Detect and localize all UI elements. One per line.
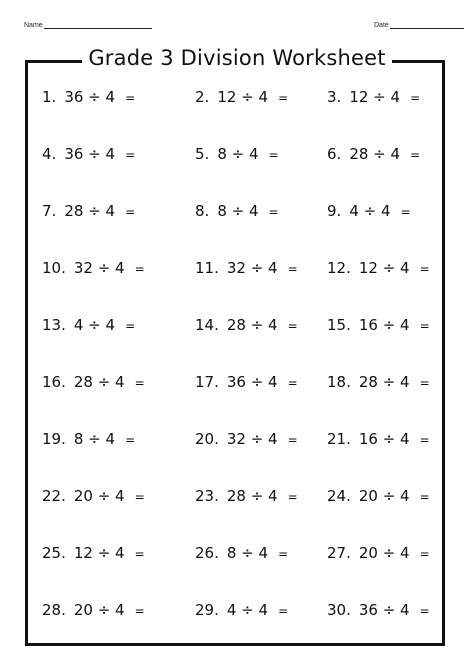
equals-sign: = bbox=[125, 433, 136, 447]
problem-item bbox=[195, 316, 298, 335]
equals-sign: = bbox=[278, 604, 289, 618]
problem-item bbox=[195, 88, 288, 107]
problem-item bbox=[195, 430, 298, 449]
date-field[interactable] bbox=[374, 22, 464, 29]
problem-number: 18. bbox=[327, 373, 351, 391]
problem-expression: 8 ÷ 4 bbox=[226, 544, 269, 562]
problem-expression: 32 ÷ 4 bbox=[226, 259, 278, 277]
problem-expression: 4 ÷ 4 bbox=[73, 316, 116, 334]
problem-item bbox=[195, 373, 298, 392]
problem-number: 10. bbox=[42, 259, 66, 277]
problem-expression: 28 ÷ 4 bbox=[64, 202, 116, 220]
problem-expression: 8 ÷ 4 bbox=[73, 430, 116, 448]
problem-number: 11. bbox=[195, 259, 219, 277]
problem-expression: 32 ÷ 4 bbox=[73, 259, 125, 277]
equals-sign: = bbox=[125, 205, 136, 219]
problem-item bbox=[327, 430, 430, 449]
problem-number: 1. bbox=[42, 88, 57, 106]
problem-item bbox=[42, 316, 135, 335]
problem-number: 19. bbox=[42, 430, 66, 448]
problem-item bbox=[42, 544, 145, 563]
equals-sign: = bbox=[287, 262, 298, 276]
equals-sign: = bbox=[125, 319, 136, 333]
problem-item bbox=[327, 544, 430, 563]
equals-sign: = bbox=[419, 319, 430, 333]
problem-number: 9. bbox=[327, 202, 342, 220]
equals-sign: = bbox=[134, 376, 145, 390]
problem-expression: 28 ÷ 4 bbox=[358, 373, 410, 391]
problem-number: 23. bbox=[195, 487, 219, 505]
equals-sign: = bbox=[268, 148, 279, 162]
problem-expression: 20 ÷ 4 bbox=[73, 601, 125, 619]
equals-sign: = bbox=[419, 376, 430, 390]
problem-number: 12. bbox=[327, 259, 351, 277]
problem-item bbox=[327, 88, 420, 107]
problem-item bbox=[195, 145, 279, 164]
problem-number: 26. bbox=[195, 544, 219, 562]
problem-expression: 36 ÷ 4 bbox=[358, 601, 410, 619]
equals-sign: = bbox=[278, 547, 289, 561]
problem-expression: 12 ÷ 4 bbox=[217, 88, 269, 106]
problem-expression: 28 ÷ 4 bbox=[349, 145, 401, 163]
equals-sign: = bbox=[419, 262, 430, 276]
problem-number: 25. bbox=[42, 544, 66, 562]
problem-expression: 28 ÷ 4 bbox=[226, 316, 278, 334]
problem-number: 24. bbox=[327, 487, 351, 505]
equals-sign: = bbox=[410, 148, 421, 162]
equals-sign: = bbox=[287, 319, 298, 333]
problem-expression: 36 ÷ 4 bbox=[226, 373, 278, 391]
name-field[interactable] bbox=[24, 22, 152, 29]
problem-item bbox=[327, 259, 430, 278]
problem-expression: 36 ÷ 4 bbox=[64, 145, 116, 163]
worksheet-title-wrap bbox=[0, 43, 474, 75]
name-label: Name bbox=[24, 22, 43, 29]
problem-number: 8. bbox=[195, 202, 210, 220]
problem-item bbox=[327, 487, 430, 506]
equals-sign: = bbox=[278, 91, 289, 105]
problem-item bbox=[195, 259, 298, 278]
problem-item bbox=[42, 259, 145, 278]
problem-grid bbox=[30, 80, 440, 640]
problem-item bbox=[42, 202, 135, 221]
problem-number: 4. bbox=[42, 145, 57, 163]
problem-expression: 8 ÷ 4 bbox=[217, 145, 259, 163]
worksheet-title: Grade 3 Division Worksheet bbox=[82, 46, 391, 70]
problem-number: 3. bbox=[327, 88, 342, 106]
equals-sign: = bbox=[134, 547, 145, 561]
problem-number: 2. bbox=[195, 88, 210, 106]
problem-item bbox=[327, 601, 430, 620]
name-line[interactable] bbox=[44, 22, 152, 29]
problem-expression: 16 ÷ 4 bbox=[358, 430, 410, 448]
problem-item bbox=[195, 544, 288, 563]
problem-expression: 20 ÷ 4 bbox=[358, 544, 410, 562]
problem-expression: 4 ÷ 4 bbox=[226, 601, 269, 619]
equals-sign: = bbox=[287, 376, 298, 390]
equals-sign: = bbox=[419, 433, 430, 447]
equals-sign: = bbox=[268, 205, 279, 219]
equals-sign: = bbox=[134, 490, 145, 504]
problem-expression: 12 ÷ 4 bbox=[73, 544, 125, 562]
problem-number: 20. bbox=[195, 430, 219, 448]
problem-expression: 28 ÷ 4 bbox=[73, 373, 125, 391]
problem-item bbox=[42, 88, 135, 107]
problem-expression: 20 ÷ 4 bbox=[73, 487, 125, 505]
problem-item bbox=[195, 601, 288, 620]
problem-number: 28. bbox=[42, 601, 66, 619]
problem-expression: 16 ÷ 4 bbox=[358, 316, 410, 334]
problem-number: 27. bbox=[327, 544, 351, 562]
equals-sign: = bbox=[134, 262, 145, 276]
equals-sign: = bbox=[419, 490, 430, 504]
problem-item bbox=[195, 487, 298, 506]
problem-expression: 36 ÷ 4 bbox=[64, 88, 116, 106]
problem-number: 15. bbox=[327, 316, 351, 334]
problem-item bbox=[195, 202, 279, 221]
problem-item bbox=[327, 316, 430, 335]
problem-item bbox=[327, 373, 430, 392]
date-label: Date bbox=[374, 22, 389, 29]
problem-number: 16. bbox=[42, 373, 66, 391]
equals-sign: = bbox=[287, 433, 298, 447]
equals-sign: = bbox=[419, 547, 430, 561]
problem-number: 5. bbox=[195, 145, 210, 163]
problem-expression: 12 ÷ 4 bbox=[349, 88, 401, 106]
problem-item bbox=[42, 145, 135, 164]
problem-number: 6. bbox=[327, 145, 342, 163]
problem-expression: 32 ÷ 4 bbox=[226, 430, 278, 448]
problem-number: 14. bbox=[195, 316, 219, 334]
problem-number: 29. bbox=[195, 601, 219, 619]
equals-sign: = bbox=[125, 148, 136, 162]
problem-item bbox=[327, 202, 411, 221]
problem-number: 17. bbox=[195, 373, 219, 391]
problem-item bbox=[42, 430, 135, 449]
equals-sign: = bbox=[410, 91, 421, 105]
problem-expression: 28 ÷ 4 bbox=[226, 487, 278, 505]
problem-item bbox=[327, 145, 420, 164]
problem-number: 21. bbox=[327, 430, 351, 448]
problem-expression: 8 ÷ 4 bbox=[217, 202, 259, 220]
problem-expression: 20 ÷ 4 bbox=[358, 487, 410, 505]
equals-sign: = bbox=[125, 91, 136, 105]
equals-sign: = bbox=[134, 604, 145, 618]
equals-sign: = bbox=[287, 490, 298, 504]
problem-expression: 4 ÷ 4 bbox=[349, 202, 391, 220]
problem-number: 30. bbox=[327, 601, 351, 619]
problem-item bbox=[42, 487, 145, 506]
problem-item bbox=[42, 373, 145, 392]
equals-sign: = bbox=[400, 205, 411, 219]
problem-number: 13. bbox=[42, 316, 66, 334]
date-line[interactable] bbox=[390, 22, 464, 29]
problem-item bbox=[42, 601, 145, 620]
equals-sign: = bbox=[419, 604, 430, 618]
problem-number: 22. bbox=[42, 487, 66, 505]
problem-number: 7. bbox=[42, 202, 57, 220]
problem-expression: 12 ÷ 4 bbox=[358, 259, 410, 277]
